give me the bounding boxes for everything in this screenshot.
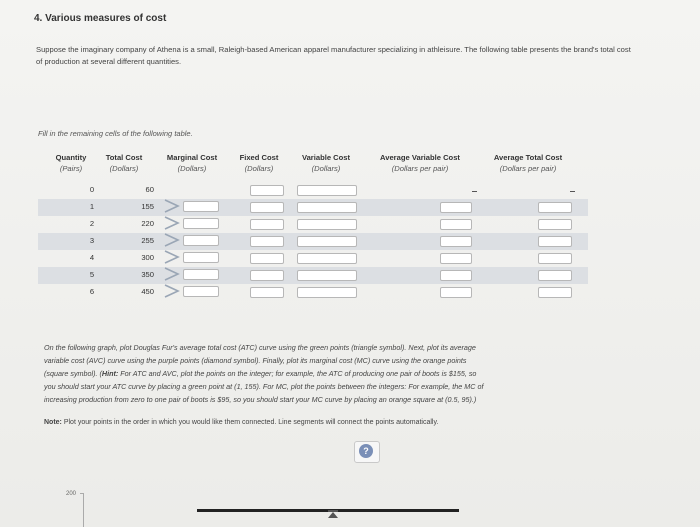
header-title: Fixed Cost [239, 153, 279, 162]
quantity-cell: 3 [89, 236, 95, 245]
variable-cost-input[interactable] [297, 219, 357, 230]
table-instruction: Fill in the remaining cells of the following table. [38, 129, 193, 138]
quantity-cell: 2 [89, 219, 95, 228]
table-row [38, 284, 588, 301]
variable-cost-input[interactable] [297, 287, 357, 298]
table-row [38, 199, 588, 216]
variable-cost-input[interactable] [297, 236, 357, 247]
avg-total-cost-input[interactable] [538, 287, 572, 298]
question-icon: ? [363, 446, 369, 456]
fixed-cost-input[interactable] [250, 219, 284, 230]
total-cost-cell: 350 [141, 270, 154, 279]
table-row [38, 233, 588, 250]
avc-dash [472, 191, 477, 192]
variable-cost-input[interactable] [297, 202, 357, 213]
marginal-cost-input[interactable] [183, 218, 219, 229]
header-avg-total-cost [480, 152, 576, 174]
total-cost-cell: 220 [141, 219, 154, 228]
header-unit: (Dollars) [244, 164, 274, 173]
note-label: Note: [44, 419, 62, 426]
avg-variable-cost-input[interactable] [440, 253, 472, 264]
avg-variable-cost-input[interactable] [440, 219, 472, 230]
avg-total-cost-input[interactable] [538, 219, 572, 230]
header-title: Quantity [55, 153, 87, 162]
section-title: 4. Various measures of cost [34, 13, 167, 24]
header-total-cost [98, 152, 150, 174]
header-title: Average Variable Cost [380, 153, 460, 162]
note-body: Plot your points in the order in which you would like them connected. Line segments will connect the points automatically. [61, 419, 439, 426]
marginal-cost-input[interactable] [183, 286, 219, 297]
fixed-cost-input[interactable] [250, 287, 284, 298]
header-marginal-cost [158, 152, 226, 174]
table-row [38, 267, 588, 284]
graph-y-tick [80, 493, 84, 494]
avg-variable-cost-input[interactable] [440, 202, 472, 213]
marginal-cost-input[interactable] [183, 201, 219, 212]
marginal-cost-input[interactable] [183, 252, 219, 263]
header-unit: (Dollars) [177, 164, 207, 173]
table-row [38, 216, 588, 233]
fixed-cost-input[interactable] [250, 185, 284, 196]
avg-total-cost-input[interactable] [538, 253, 572, 264]
header-variable-cost [294, 152, 358, 174]
header-title: Average Total Cost [493, 153, 563, 162]
quantity-cell: 0 [89, 185, 95, 194]
total-cost-cell: 255 [141, 236, 154, 245]
header-unit: (Pairs) [59, 164, 83, 173]
header-avg-variable-cost [368, 152, 472, 174]
quantity-cell: 6 [89, 287, 95, 296]
graph-tool-icon[interactable] [328, 505, 338, 513]
y-axis-tick-label: 200 [66, 491, 77, 497]
marginal-cost-input[interactable] [183, 235, 219, 246]
header-title: Total Cost [105, 153, 143, 162]
hint-label: Hint: [101, 369, 119, 378]
instruction-line: (square symbol). ( [44, 369, 102, 378]
instruction-line: variable cost (AVC) curve using the purple points (diamond symbol). Finally, plot its marginal cost (MC) curve using the orange points [44, 356, 467, 365]
avg-variable-cost-input[interactable] [440, 270, 472, 281]
avg-variable-cost-input[interactable] [440, 236, 472, 247]
header-fixed-cost [233, 152, 285, 174]
avg-total-cost-input[interactable] [538, 236, 572, 247]
instruction-line: increasing production from zero to one pair of boots is $95, so you should start your MC curve by placing an orange square at (0.5, 95).) [44, 395, 477, 404]
header-unit: (Dollars per pair) [391, 164, 449, 173]
instruction-line: you should start your ATC curve by placing a green point at (1, 155). For MC, plot the points between the integers: For example, the MC of [44, 382, 484, 391]
fixed-cost-input[interactable] [250, 202, 284, 213]
total-cost-cell: 300 [141, 253, 154, 262]
total-cost-cell: 450 [141, 287, 154, 296]
variable-cost-input[interactable] [297, 253, 357, 264]
header-unit: (Dollars) [311, 164, 341, 173]
atc-dash [570, 191, 575, 192]
help-button[interactable] [359, 444, 373, 458]
total-cost-cell: 60 [145, 185, 154, 194]
graph-y-axis [83, 493, 84, 527]
instruction-line: On the following graph, plot Douglas Fur's average total cost (ATC) curve using the green points (triangle symbol). Next, plot its average [44, 343, 476, 352]
avg-total-cost-input[interactable] [538, 270, 572, 281]
marginal-cost-input[interactable] [183, 269, 219, 280]
intro-text: Suppose the imaginary company of Athena is a small, Raleigh-based American apparel manufacturer specializing in athleisure. The following table presents the brand's total cost of production at several different quantities. [36, 45, 631, 66]
table-row [38, 182, 588, 199]
instruction-line: For ATC and AVC, plot the points on the integer; for example, the ATC of producing one pair of boots is $155, so [118, 369, 477, 378]
variable-cost-input[interactable] [297, 185, 357, 196]
header-unit: (Dollars) [109, 164, 139, 173]
graph-instructions [44, 341, 624, 406]
total-cost-cell: 155 [141, 202, 154, 211]
quantity-cell: 1 [89, 202, 95, 211]
variable-cost-input[interactable] [297, 270, 357, 281]
header-title: Marginal Cost [166, 153, 218, 162]
avg-variable-cost-input[interactable] [440, 287, 472, 298]
quantity-cell: 5 [89, 270, 95, 279]
quantity-cell: 4 [89, 253, 95, 262]
header-unit: (Dollars per pair) [499, 164, 557, 173]
header-quantity [46, 152, 96, 174]
note-text [44, 419, 438, 426]
avg-total-cost-input[interactable] [538, 202, 572, 213]
fixed-cost-input[interactable] [250, 253, 284, 264]
table-row [38, 250, 588, 267]
header-title: Variable Cost [301, 153, 351, 162]
fixed-cost-input[interactable] [250, 236, 284, 247]
fixed-cost-input[interactable] [250, 270, 284, 281]
